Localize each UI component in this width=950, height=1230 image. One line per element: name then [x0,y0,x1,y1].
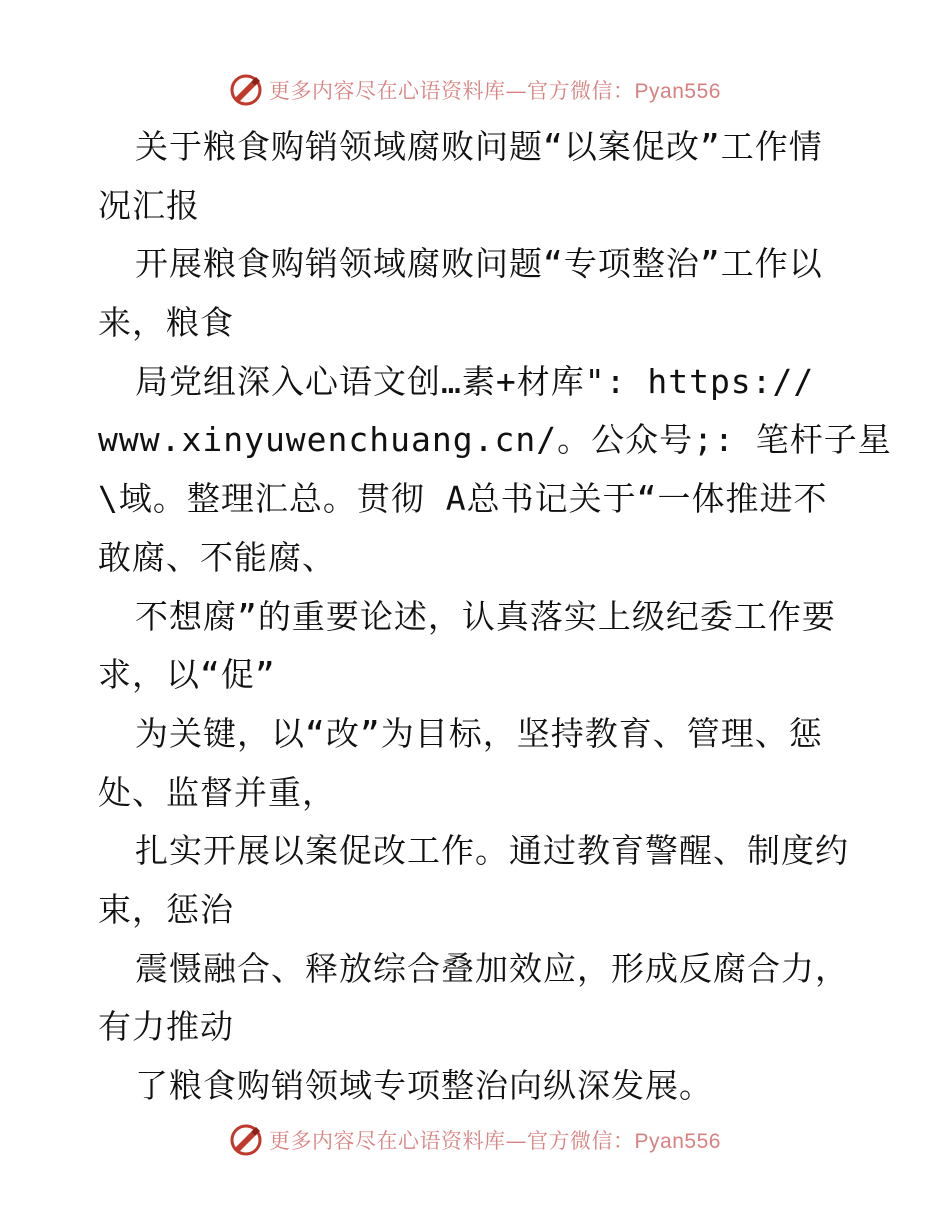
text-line: 束，惩治 [98,889,234,929]
text-line: 关于粮食购销领域腐败问题“以案促改”工作情 [135,127,823,166]
text-line: 了粮食购销领域专项整治向纵深发展。 [135,1066,713,1105]
footer-banner [0,1120,950,1160]
text-line: 开展粮食购销领域腐败问题“专项整治”工作以 [135,244,823,284]
document-body [98,118,892,1116]
text-line: 有力推动 [98,1007,234,1047]
header-banner [0,70,950,110]
footer-banner-text [269,1125,721,1155]
text-line: 为关键，以“改”为目标，坚持教育、管理、惩 [135,713,823,753]
text-line: 来，粮食 [98,303,234,343]
text-line: 求，以“促” [98,655,276,695]
header-wechat-id: Pyan556 [634,80,721,103]
text-line: 扎实开展以案促改工作。通过教育警醒、制度约 [135,831,849,871]
text-line: 敢腐、不能腐、 [98,537,336,577]
text-line: 局党组深入心语文创…素+材库": https:// [135,361,815,401]
text-line: www.xinyuwenchuang.cn/。公众号;: 笔杆子星 [98,420,892,460]
text-line: \域。整理汇总。贯彻 A总书记关于“一体推进不 [98,479,828,519]
footer-banner-label: 更多内容尽在心语资料库—官方微信： [269,1129,635,1153]
footer-banner-inner [229,1123,721,1157]
text-line: 况汇报 [98,185,200,225]
header-banner-text [269,75,721,105]
pen-nib-logo-icon [229,73,263,107]
text-line: 不想腐”的重要论述，认真落实上级纪委工作要 [135,596,836,636]
header-banner-inner [229,73,721,107]
text-line: 震慑融合、释放综合叠加效应，形成反腐合力， [135,948,849,988]
text-line: 处、监督并重， [98,772,336,812]
footer-wechat-id: Pyan556 [634,1130,721,1153]
header-banner-label: 更多内容尽在心语资料库—官方微信： [269,79,635,103]
pen-nib-logo-icon [229,1123,263,1157]
